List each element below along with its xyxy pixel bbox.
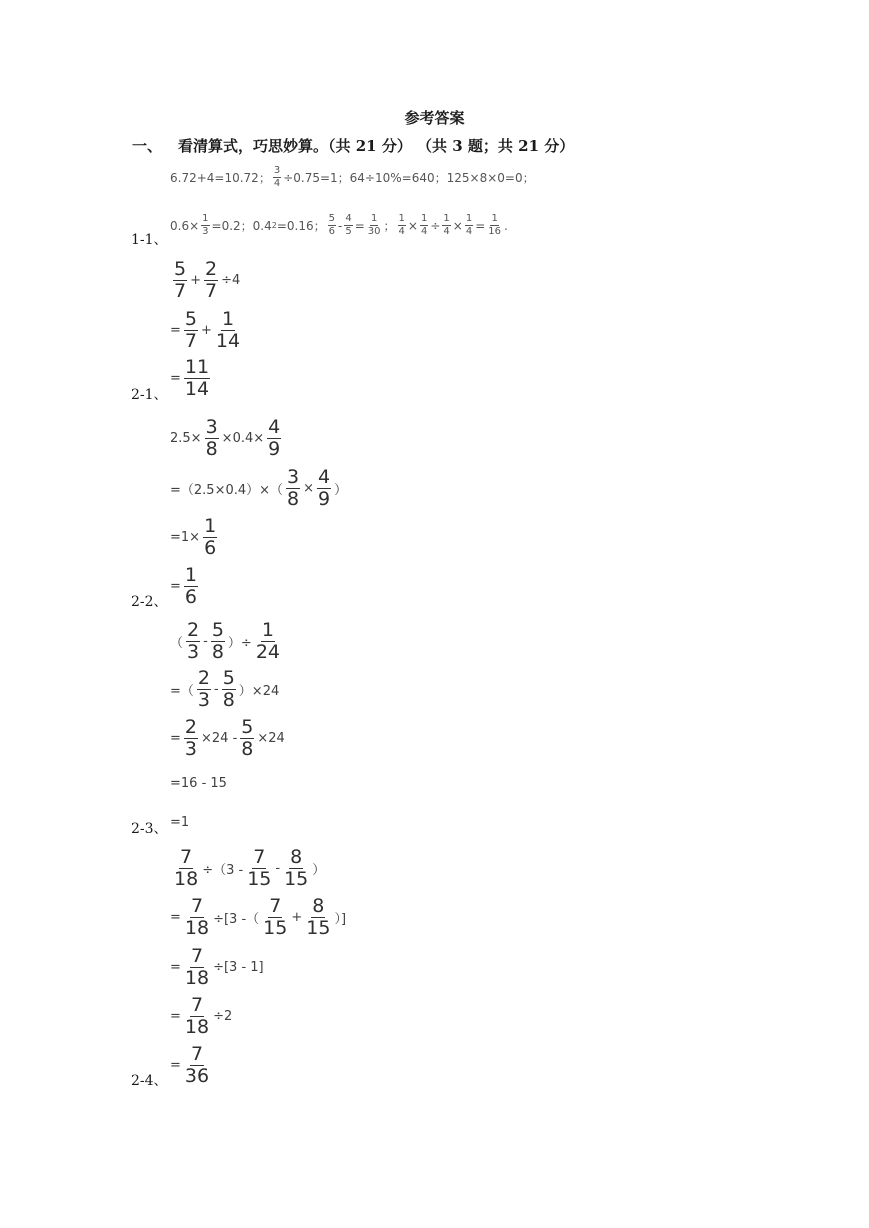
fraction: $\frac{11}{14}$ (184, 356, 210, 401)
fraction: $\frac{2}{3}$ (197, 667, 210, 712)
fraction: $\frac{5}{6}$ (328, 213, 335, 238)
section-text: 看清算式，巧思妙算。（共 21 分） （共 3 题；共 21 分） (178, 137, 575, 155)
answer-2-3-step-1: （ $\frac{2}{3}$ - $\frac{5}{8}$ ）÷ $\frac{1}{24}$ (170, 619, 280, 664)
fraction: $\frac{1}{4}$ (398, 213, 405, 238)
section-number: 一、 (132, 137, 163, 155)
fraction: $\frac{8}{15}$ (306, 895, 331, 940)
answer-2-1-step-1: $\frac{5}{7}$ + $\frac{2}{7}$ ÷4 (174, 258, 241, 303)
answer-2-4-step-3: = $\frac{7}{18}$ ÷[3 - 1] (170, 945, 264, 990)
answer-1-1-line-2: 0.6× $\frac{1}{3}$ =0.2；0.4 2 =0.16； $\frac{5}{6}$ - $\frac{4}{5}$ = $\frac{1}{30}$ ； $\frac{1}{4}$ × $\frac{1}{4}$ ÷ $\frac{1}{4}$ × $\frac{1}{4}$ = $\frac{1}{16}$ . (170, 213, 508, 238)
answer-label-2-2: 2-2、 (131, 594, 168, 610)
answer-2-2-step-2: =（2.5×0.4）×（ $\frac{3}{8}$ × $\frac{4}{9}$ ） (170, 466, 348, 511)
answer-1-1-line-1: 6.72+4=10.72； $\frac{3}{4}$ ÷0.75=1；64÷10%=640；125×8×0=0； (170, 165, 535, 190)
fraction: $\frac{1}{3}$ (202, 213, 209, 238)
answer-2-3-step-3: = $\frac{2}{3}$ ×24 - $\frac{5}{8}$ ×24 (170, 716, 285, 761)
fraction: $\frac{2}{3}$ (187, 619, 200, 664)
fraction: $\frac{7}{18}$ (174, 846, 199, 891)
answer-2-3-step-5: =1 (170, 815, 190, 830)
fraction: $\frac{7}{18}$ (184, 994, 210, 1039)
fraction: $\frac{5}{8}$ (222, 667, 235, 712)
fraction: $\frac{8}{15}$ (284, 846, 309, 891)
fraction: $\frac{5}{7}$ (174, 258, 187, 303)
page-title: 参考答案 (404, 109, 465, 127)
answer-2-3-step-2: =（ $\frac{2}{3}$ - $\frac{5}{8}$ ）×24 (170, 667, 280, 712)
fraction: $\frac{5}{8}$ (241, 716, 254, 761)
fraction: $\frac{7}{18}$ (184, 945, 210, 990)
answer-2-1-step-3: = $\frac{11}{14}$ (170, 356, 210, 401)
fraction: $\frac{1}{4}$ (420, 213, 428, 238)
fraction: $\frac{1}{4}$ (443, 213, 450, 238)
fraction: $\frac{2}{7}$ (205, 258, 218, 303)
section-heading (132, 135, 574, 156)
answer-2-2-step-1: 2.5× $\frac{3}{8}$ ×0.4× $\frac{4}{9}$ (170, 416, 281, 461)
fraction: $\frac{1}{4}$ (465, 213, 473, 238)
fraction: $\frac{7}{15}$ (263, 895, 288, 940)
fraction: $\frac{3}{8}$ (205, 416, 218, 461)
fraction: $\frac{4}{9}$ (318, 466, 331, 511)
fraction: $\frac{1}{14}$ (215, 308, 241, 353)
answer-2-4-step-5: = $\frac{7}{36}$ (170, 1043, 210, 1088)
fraction: $\frac{3}{4}$ (273, 165, 281, 190)
fraction: $\frac{5}{8}$ (211, 619, 224, 664)
fraction: $\frac{4}{9}$ (268, 416, 281, 461)
answer-label-2-3: 2-3、 (131, 821, 168, 837)
fraction: $\frac{7}{36}$ (184, 1043, 210, 1088)
fraction: $\frac{1}{16}$ (488, 213, 502, 238)
answer-2-2-step-4: = $\frac{1}{6}$ (170, 564, 197, 609)
fraction: $\frac{1}{24}$ (255, 619, 280, 664)
fraction: $\frac{1}{6}$ (204, 515, 217, 560)
fraction: $\frac{2}{3}$ (184, 716, 197, 761)
fraction: $\frac{3}{8}$ (287, 466, 300, 511)
fraction: $\frac{7}{18}$ (184, 895, 210, 940)
answer-label-2-4: 2-4、 (131, 1073, 168, 1089)
answer-2-2-step-3: =1× $\frac{1}{6}$ (170, 515, 217, 560)
answer-2-4-step-1: $\frac{7}{18}$ ÷（3 - $\frac{7}{15}$ - $\frac{8}{15}$ ） (174, 846, 326, 891)
answer-2-3-step-4: =16 - 15 (170, 776, 227, 791)
answer-label-2-1: 2-1、 (131, 387, 168, 403)
answer-label-1-1: 1-1、 (131, 232, 168, 248)
fraction: $\frac{7}{15}$ (247, 846, 272, 891)
answer-2-4-step-4: = $\frac{7}{18}$ ÷2 (170, 994, 233, 1039)
answer-2-4-step-2: = $\frac{7}{18}$ ÷[3 -（ $\frac{7}{15}$ + $\frac{8}{15}$ ）] (170, 895, 347, 940)
fraction: $\frac{4}{5}$ (345, 213, 352, 238)
fraction: $\frac{1}{30}$ (367, 213, 381, 238)
fraction: $\frac{5}{7}$ (184, 308, 197, 353)
answer-2-1-step-2: = $\frac{5}{7}$ + $\frac{1}{14}$ (170, 308, 241, 353)
fraction: $\frac{1}{6}$ (184, 564, 197, 609)
